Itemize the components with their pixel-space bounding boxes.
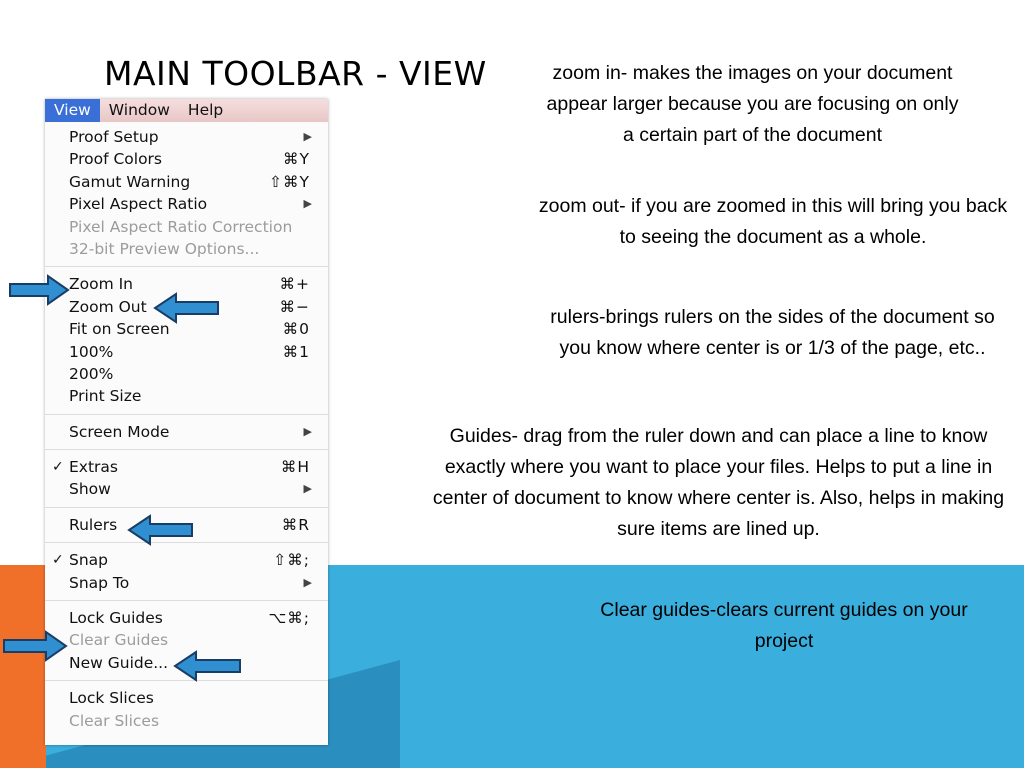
menu-item-pixel-aspect-ratio-correction	[45, 216, 328, 238]
menu-item-label: 200%	[69, 364, 114, 383]
background-band-orange	[0, 565, 46, 768]
menu-item-label: Pixel Aspect Ratio	[69, 195, 208, 214]
menu-separator	[45, 414, 328, 415]
menu-item-label: Gamut Warning	[69, 172, 191, 191]
menu-item-label: Lock Guides	[69, 609, 163, 628]
menu-item-100[interactable]	[45, 341, 328, 363]
note-zoom-in: zoom in- makes the images on your document appear larger because you are focusing on only a certain part of the document	[546, 62, 959, 146]
menu-item-label: Lock Slices	[69, 689, 154, 708]
menu-item-label: 32-bit Preview Options...	[69, 239, 260, 258]
menu-item-snap-to[interactable]	[45, 572, 328, 594]
view-menu-dropdown	[45, 122, 328, 732]
menu-item-shortcut: ⌘H	[280, 458, 310, 477]
checkmark-icon: ✓	[52, 552, 64, 569]
menu-item-lock-guides[interactable]	[45, 607, 328, 629]
menu-item-pixel-aspect-ratio[interactable]	[45, 193, 328, 215]
menu-item-clear-guides	[45, 629, 328, 651]
arrow-right-icon	[2, 630, 68, 662]
arrow-left-icon	[152, 292, 220, 324]
menu-item-label: Snap To	[69, 573, 130, 592]
menu-item-label: Snap	[69, 551, 108, 570]
submenu-arrow-icon: ▶	[303, 197, 312, 211]
menu-item-lock-slices[interactable]	[45, 687, 328, 709]
submenu-arrow-icon: ▶	[303, 482, 312, 496]
menu-bar	[45, 99, 328, 122]
slide-title: MAIN TOOLBAR - VIEW	[104, 54, 487, 93]
arrow-left-icon	[172, 650, 242, 682]
menu-item-shortcut: ⌥⌘;	[268, 609, 310, 628]
menu-item-label: Clear Guides	[69, 631, 169, 650]
menu-item-clear-slices	[45, 710, 328, 732]
menu-item-label: Extras	[69, 458, 118, 477]
submenu-arrow-icon: ▶	[303, 130, 312, 143]
note-guides: Guides- drag from the ruler down and can place a line to know exactly where you want to place your files. Helps to put a line in center of document to know where center is. Also, helps in making sure items are lined up.	[432, 425, 1005, 540]
menu-item-shortcut: ⌘1	[282, 342, 310, 361]
menu-item-label: Show	[69, 480, 111, 499]
menu-item-print-size[interactable]	[45, 385, 328, 407]
menubar-help[interactable]: Help	[187, 101, 224, 119]
menu-item-label: New Guide...	[69, 653, 169, 672]
menu-item-shortcut: ⌘+	[279, 275, 310, 294]
arrow-left-icon	[126, 514, 194, 546]
menu-item-label: Rulers	[69, 515, 118, 534]
menu-item-label: Print Size	[69, 387, 142, 406]
menubar-view[interactable]: View	[45, 99, 100, 122]
menu-item-snap[interactable]	[45, 549, 328, 571]
menu-item-32-bit-preview-options	[45, 238, 328, 260]
menu-item-shortcut: ⌘−	[279, 297, 310, 316]
menu-item-shortcut: ⇧⌘Y	[269, 172, 310, 191]
menu-separator	[45, 449, 328, 450]
menu-separator	[45, 507, 328, 508]
menu-item-screen-mode[interactable]	[45, 421, 328, 443]
menu-item-label: Proof Colors	[69, 150, 162, 169]
note-rulers: rulers-brings rulers on the sides of the document so you know where center is or 1/3 of the page, etc..	[550, 306, 995, 359]
submenu-arrow-icon: ▶	[303, 424, 312, 438]
checkmark-icon: ✓	[52, 459, 64, 476]
menu-item-shortcut: ⌘Y	[283, 150, 310, 169]
note-clear-guides: Clear guides-clears current guides on your project	[600, 599, 968, 652]
menu-item-label: Zoom In	[69, 275, 134, 294]
arrow-right-icon	[8, 274, 70, 306]
menu-separator	[45, 266, 328, 267]
view-menu-screenshot	[45, 99, 328, 745]
menu-item-shortcut: ⌘R	[281, 515, 310, 534]
menu-item-proof-setup[interactable]	[45, 126, 328, 148]
menu-item-label: Screen Mode	[69, 422, 170, 441]
menu-separator	[45, 600, 328, 601]
menu-item-label: Pixel Aspect Ratio Correction	[69, 217, 293, 236]
note-zoom-out: zoom out- if you are zoomed in this will bring you back to seeing the document as a whole.	[538, 195, 1008, 248]
menu-item-show[interactable]	[45, 478, 328, 500]
menu-item-label: Fit on Screen	[69, 320, 170, 339]
menu-item-shortcut: ⇧⌘;	[273, 551, 310, 570]
menu-item-extras[interactable]	[45, 456, 328, 478]
menu-item-shortcut: ⌘0	[282, 320, 310, 339]
menu-item-label: 100%	[69, 342, 114, 361]
menu-item-gamut-warning[interactable]	[45, 171, 328, 193]
menu-item-proof-colors[interactable]	[45, 148, 328, 170]
submenu-arrow-icon: ▶	[303, 575, 312, 589]
menu-item-label: Proof Setup	[69, 128, 159, 146]
menu-item-label: Clear Slices	[69, 711, 160, 730]
menu-item-200[interactable]	[45, 363, 328, 385]
menu-item-label: Zoom Out	[69, 297, 147, 316]
menubar-window[interactable]: Window	[108, 101, 170, 119]
